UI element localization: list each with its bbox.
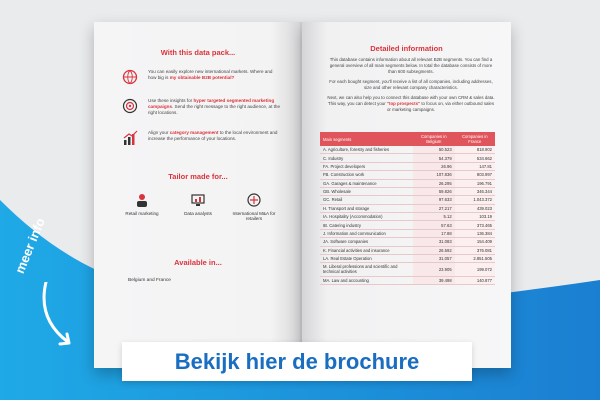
intro-paragraph-1: This database contains information about all relevant B2B segments. You can find a general overview of all main segments below. In total the database consists of more than 600 subsegments.	[329, 57, 493, 74]
belgium-count-cell: 59.826	[413, 187, 455, 195]
brochure-book	[94, 22, 511, 368]
feature-market-potential: You can easily explore new international markets. Where and how big is my obtainable B2B potential?	[122, 69, 282, 85]
belgium-count-cell: 23.905	[413, 263, 455, 276]
table-row	[320, 162, 495, 170]
segment-name-cell: C. Industry	[320, 154, 413, 162]
france-count-cell: 439.023	[455, 204, 495, 212]
table-row	[320, 246, 495, 254]
tailor-label: Retail marketing	[125, 211, 159, 216]
table-header: Companies in Belgium	[413, 132, 455, 146]
segment-name-cell: FA. Project developers	[320, 162, 413, 170]
belgium-count-cell: 107.836	[413, 171, 455, 179]
belgium-count-cell: 57.63	[413, 221, 455, 229]
table-row	[320, 238, 495, 246]
belgium-count-cell: 5.12	[413, 213, 455, 221]
meer-info-label: meer info	[12, 215, 48, 276]
segment-name-cell: J. Information and communication	[320, 229, 413, 237]
tailor-made-heading: Tailor made for...	[168, 172, 228, 181]
france-count-cell: 1.043.372	[455, 196, 495, 204]
belgium-count-cell: 39.498	[413, 276, 455, 284]
belgium-count-cell: 26.96	[413, 162, 455, 170]
table-row	[320, 196, 495, 204]
france-count-cell: 103.19	[455, 213, 495, 221]
feature-category-management: Align your category management to the local environment and increase the performance of your locations.	[122, 130, 282, 146]
brochure-left-page	[94, 22, 302, 368]
segment-name-cell: H. Transport and storage	[320, 204, 413, 212]
tailor-item-international-ma	[229, 192, 279, 221]
segment-name-cell: GC. Retail	[320, 196, 413, 204]
segment-name-cell: GA. Garages & maintenance	[320, 179, 413, 187]
france-count-cell: 136.384	[455, 229, 495, 237]
segment-name-cell: K. Financial activities and insurance	[320, 246, 413, 254]
table-header: Companies in France	[455, 132, 495, 146]
segment-name-cell: FB. Construction work	[320, 171, 413, 179]
table-row	[320, 254, 495, 262]
france-count-cell: 534.662	[455, 154, 495, 162]
table-row	[320, 213, 495, 221]
with-data-pack-heading: With this data pack...	[160, 48, 236, 57]
segment-name-cell: M. Liberal professions and scientific and technical activities	[320, 263, 413, 276]
segment-name-cell: LA. Real Estate Operation	[320, 254, 413, 262]
table-row	[320, 171, 495, 179]
france-count-cell: 376.081	[455, 246, 495, 254]
belgium-count-cell: 31.083	[413, 238, 455, 246]
intro-text	[326, 57, 496, 113]
tailor-label: International M&A for retailers	[232, 211, 276, 222]
france-count-cell: 147.81	[455, 162, 495, 170]
segments-table	[320, 132, 495, 285]
france-count-cell: 803.997	[455, 171, 495, 179]
tailor-made-list	[94, 192, 302, 221]
france-count-cell: 196.791	[455, 179, 495, 187]
belgium-count-cell: 50.523	[413, 146, 455, 154]
belgium-count-cell: 26.295	[413, 179, 455, 187]
segment-name-cell: MA. Law and accounting	[320, 276, 413, 284]
france-count-cell: 373.465	[455, 221, 495, 229]
belgium-count-cell: 26.592	[413, 246, 455, 254]
table-row	[320, 221, 495, 229]
belgium-count-cell: 27.217	[413, 204, 455, 212]
tailor-label: Data analysts	[184, 211, 212, 216]
table-row	[320, 229, 495, 237]
segment-name-cell: JA. Software companies	[320, 238, 413, 246]
intro-paragraph-2: For each bought segment, you'll receive a list of all companies, including addresses, size and other relevant company characteristics.	[329, 79, 493, 90]
detailed-information-heading: Detailed information	[370, 44, 443, 53]
brochure-right-page	[302, 22, 511, 368]
france-count-cell: 140.877	[455, 276, 495, 284]
france-count-cell: 2.851.505	[455, 254, 495, 262]
data-analysts-icon	[190, 192, 206, 208]
segment-name-cell: IA. Hospitality (Accommodation)	[320, 213, 413, 221]
view-brochure-button[interactable]: Bekijk hier de brochure	[122, 342, 472, 381]
arrow-down-icon	[38, 282, 88, 352]
feature-targeted-campaigns: Use these insights for hyper targeted segmented marketing campaigns. Send the right message to the right audience, at the right locations.	[122, 98, 282, 117]
france-count-cell: 346.344	[455, 187, 495, 195]
segments-table-body	[320, 146, 495, 285]
segment-name-cell: A. Agriculture, forestry and fisheries	[320, 146, 413, 154]
table-row	[320, 187, 495, 195]
france-count-cell: 199.072	[455, 263, 495, 276]
table-row	[320, 263, 495, 276]
table-row	[320, 276, 495, 284]
intro-paragraph-3: Next, we can also help you to connect this database with your own CRM & sales data. This way, you can detect your "top prospects" to focus on, via either outbound sales or marketing campaigns.	[327, 95, 495, 112]
belgium-count-cell: 54.379	[413, 154, 455, 162]
table-row	[320, 179, 495, 187]
international-ma-icon	[246, 192, 262, 208]
growth-chart-icon	[122, 130, 138, 146]
belgium-count-cell: 17.88	[413, 229, 455, 237]
tailor-item-retail-marketing	[117, 192, 167, 221]
tailor-item-data-analysts	[173, 192, 223, 221]
belgium-count-cell: 31.057	[413, 254, 455, 262]
segment-name-cell: IB. Catering industry	[320, 221, 413, 229]
table-row	[320, 154, 495, 162]
available-in-heading: Available in...	[174, 258, 222, 267]
segment-name-cell: GB. Wholesale	[320, 187, 413, 195]
table-row	[320, 146, 495, 154]
table-header: Main segments	[320, 132, 413, 146]
target-icon	[122, 98, 138, 114]
available-countries: Belgium and France	[128, 278, 171, 283]
globe-money-icon	[122, 69, 138, 85]
retail-marketing-icon	[134, 192, 150, 208]
table-row	[320, 204, 495, 212]
france-count-cell: 154.409	[455, 238, 495, 246]
france-count-cell: 818.902	[455, 146, 495, 154]
belgium-count-cell: 97.633	[413, 196, 455, 204]
